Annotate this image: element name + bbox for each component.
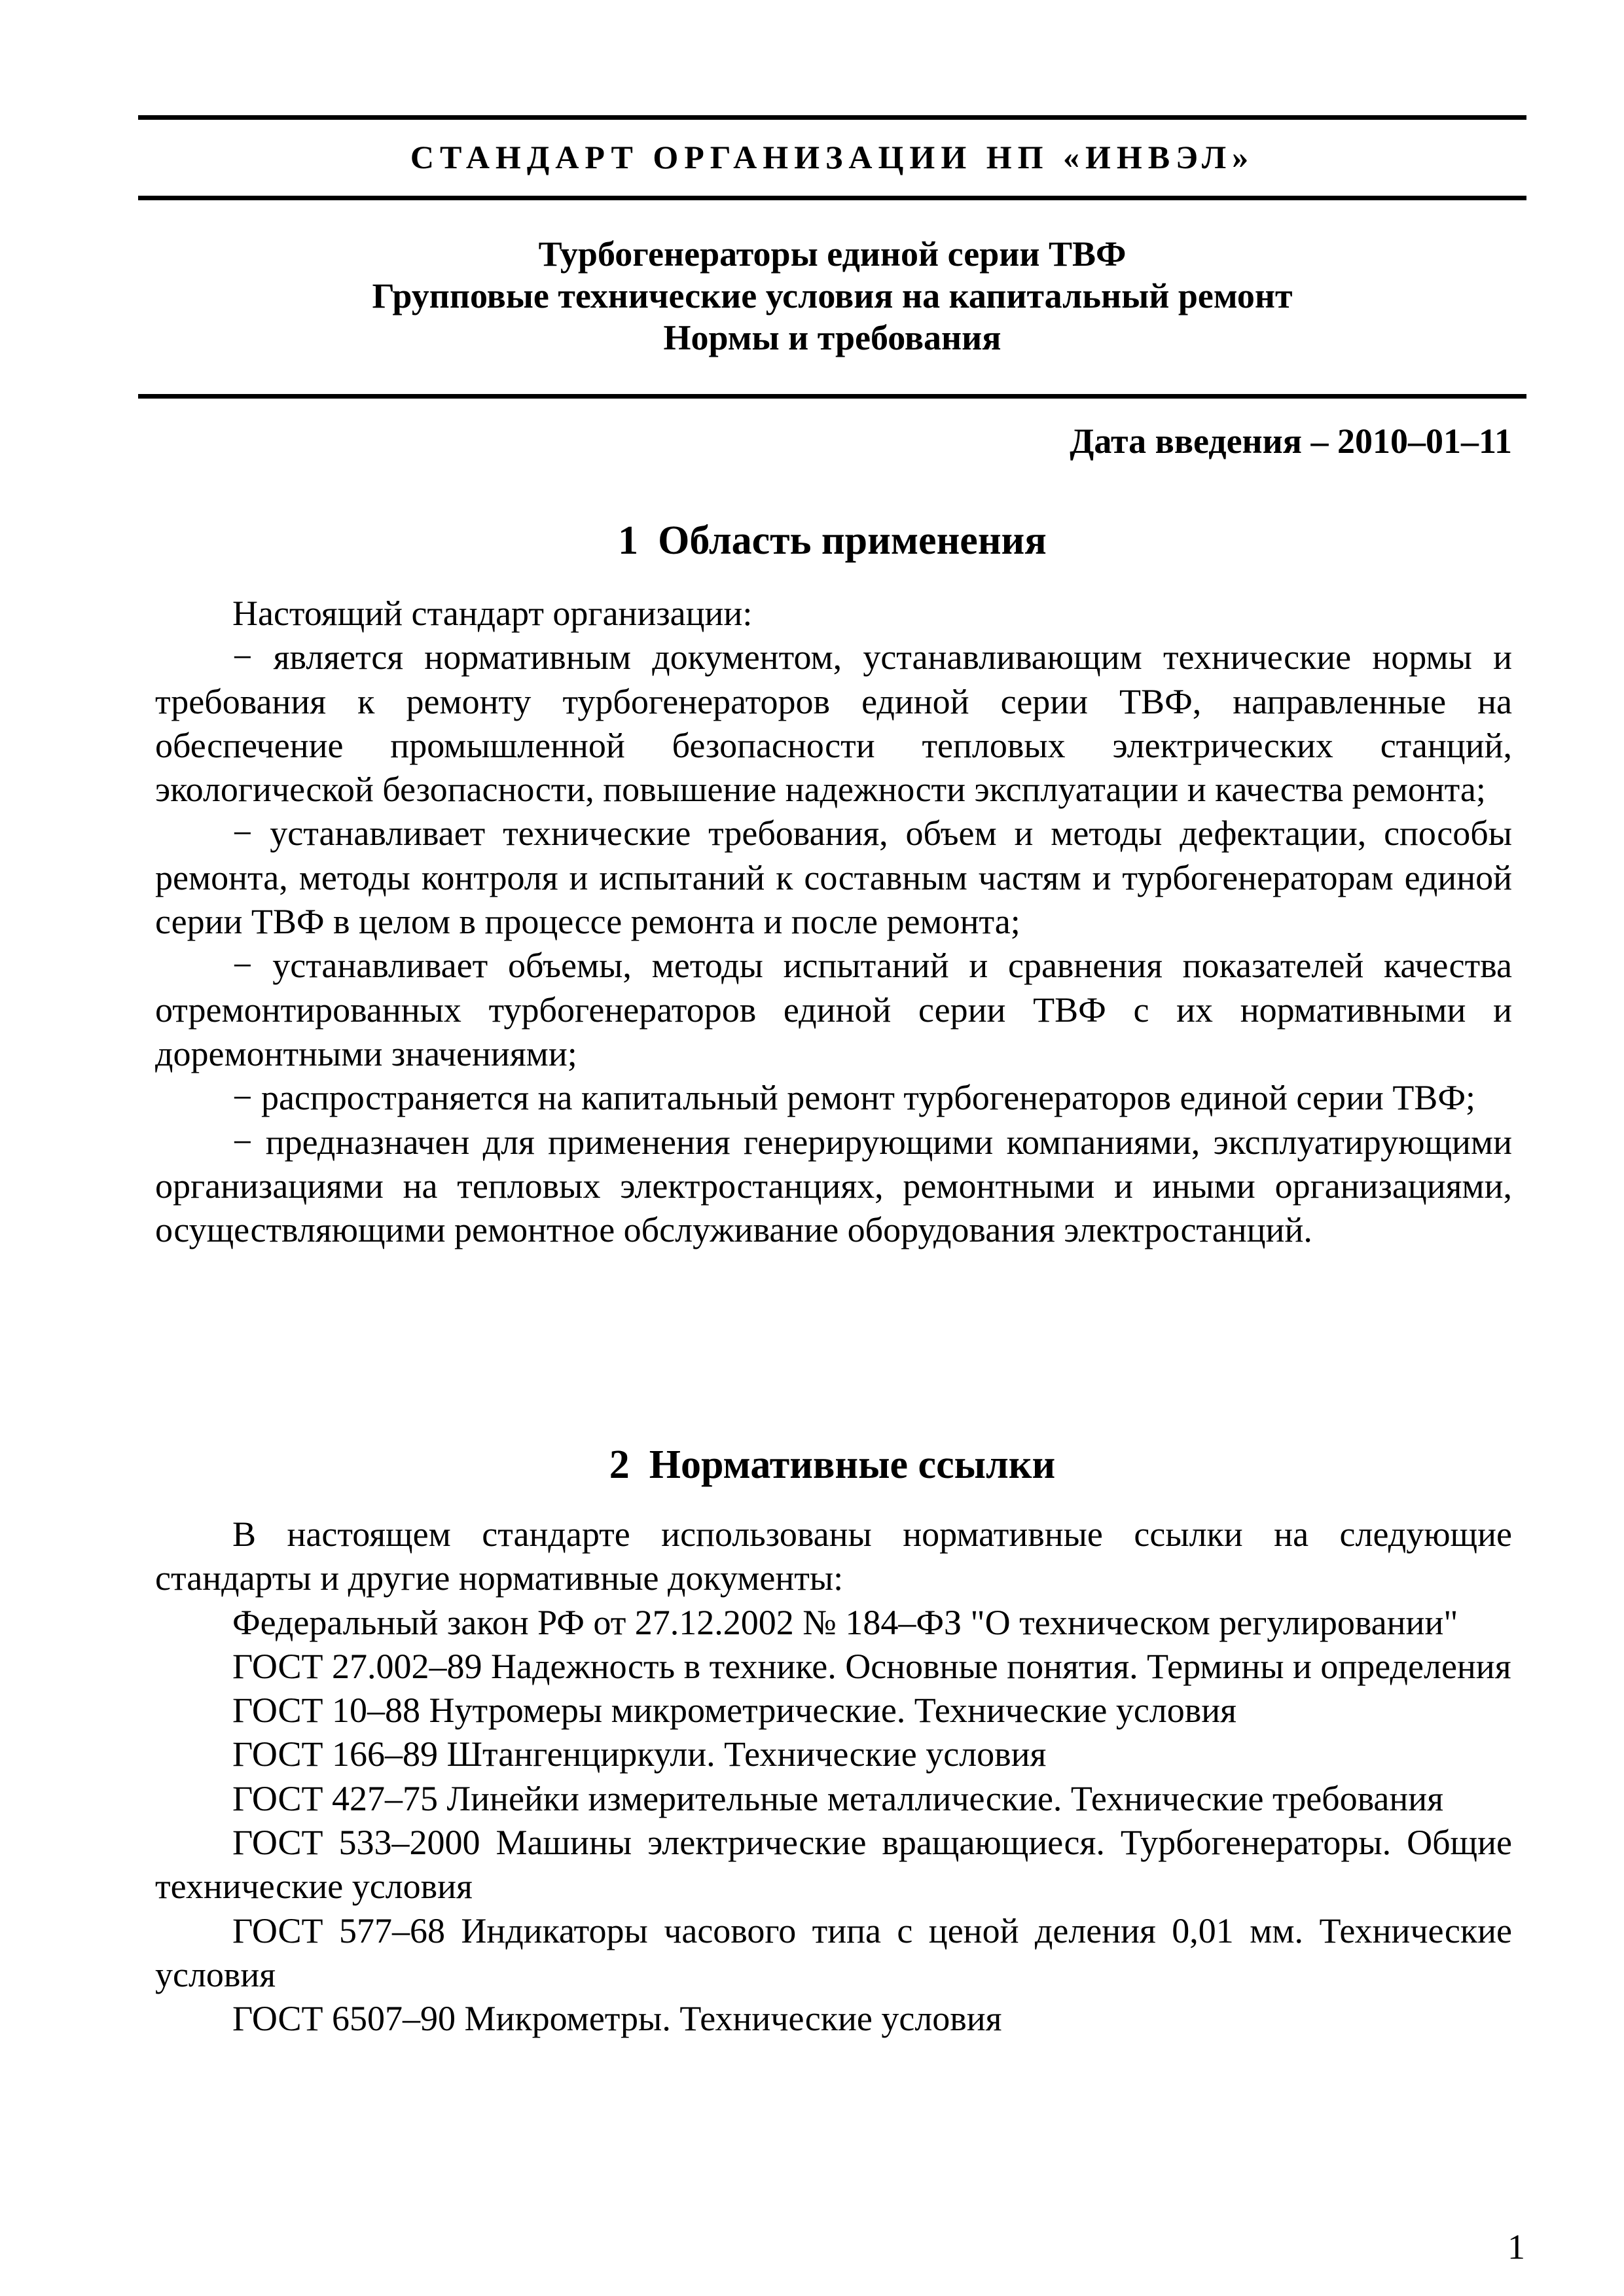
title-bottom-rule <box>138 394 1526 399</box>
reference-item: ГОСТ 166–89 Штангенциркули. Технические условия <box>232 1734 1047 1774</box>
page-number: 1 <box>1507 2227 1525 2267</box>
reference-item: ГОСТ 533–2000 Машины электрические вращающиеся. Турбогенераторы. Общие технические условия <box>155 1823 1512 1907</box>
section-1-paragraph: Настоящий стандарт организации: <box>232 594 753 633</box>
section-1-title: Область применения <box>658 518 1047 563</box>
section-1-paragraph: − предназначен для применения генерирующими компаниями, эксплуатирующими организациями на тепловых электростанциях, ремонтными и иными организациями, осуществляющими ремонтное обслуживание оборудования электростанций. <box>155 1122 1512 1250</box>
section-1-paragraph: − распространяется на капитальный ремонт турбогенераторов единой серии ТВФ; <box>232 1078 1475 1118</box>
document-title <box>138 233 1526 359</box>
section-1-paragraph: − устанавливает технические требования, объем и методы дефектации, способы ремонта, методы контроля и испытаний к составным частям и турбогенераторам единой серии ТВФ в целом в процессе ремонта и после ремонта; <box>155 814 1512 942</box>
reference-item: ГОСТ 6507–90 Микрометры. Технические условия <box>232 1999 1002 2039</box>
reference-item: Федеральный закон РФ от 27.12.2002 № 184–ФЗ "О техническом регулировании" <box>232 1602 1458 1642</box>
title-line-3: Нормы и требования <box>663 318 1001 357</box>
section-2-heading <box>138 1439 1526 1491</box>
header-bottom-rule <box>138 196 1526 200</box>
section-2-title: Нормативные ссылки <box>649 1443 1056 1487</box>
section-2-number: 2 <box>609 1443 630 1487</box>
section-2-paragraph: В настоящем стандарте использованы нормативные ссылки на следующие стандарты и другие нормативные документы: <box>155 1515 1512 1598</box>
section-2-body <box>155 1513 1512 2041</box>
reference-item: ГОСТ 577–68 Индикаторы часового типа с ценой деления 0,01 мм. Технические условия <box>155 1910 1512 1994</box>
reference-item: ГОСТ 10–88 Нутромеры микрометрические. Технические условия <box>232 1691 1236 1731</box>
title-line-1: Турбогенераторы единой серии ТВФ <box>538 234 1127 274</box>
section-1-paragraph: − является нормативным документом, устанавливающим технические нормы и требования к ремонту турбогенераторов единой серии ТВФ, направленные на обеспечение промышленной безопасности тепловых электрических станций, экологической безопасности, повышение надежности эксплуатации и качества ремонта; <box>155 637 1512 810</box>
section-1-number: 1 <box>618 518 639 563</box>
header-top-rule <box>138 115 1526 120</box>
effective-date: Дата введения – 2010–01–11 <box>1070 422 1512 461</box>
reference-item: ГОСТ 27.002–89 Надежность в технике. Основные понятия. Термины и определения <box>232 1646 1511 1686</box>
section-1-paragraph: − устанавливает объемы, методы испытаний и сравнения показателей качества отремонтированных турбогенераторов единой серии ТВФ с их нормативными и доремонтными значениями; <box>155 946 1512 1073</box>
section-1-body <box>155 592 1512 1252</box>
title-line-2: Групповые технические условия на капитальный ремонт <box>372 276 1293 315</box>
section-1-heading <box>138 514 1526 567</box>
org-standard-header: СТАНДАРТ ОРГАНИЗАЦИИ НП «ИНВЭЛ» <box>410 139 1255 175</box>
reference-item: ГОСТ 427–75 Линейки измерительные металлические. Технические требования <box>232 1778 1444 1818</box>
